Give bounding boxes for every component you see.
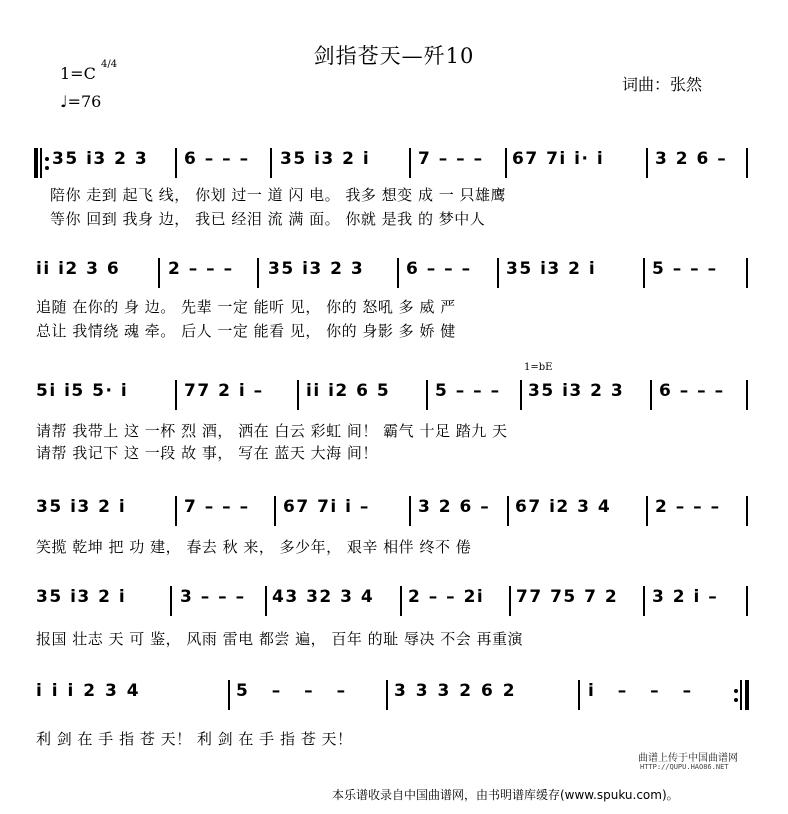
measure: 5i i5 5· i [36, 381, 129, 401]
barline [175, 496, 177, 526]
barline [170, 586, 172, 616]
lyricist-composer: 词曲：张然 [622, 75, 703, 94]
measure: 2 – – – [655, 497, 721, 517]
measure: 35 i3 2 i [36, 497, 127, 517]
repeat-dot [45, 166, 49, 170]
barline [175, 380, 177, 410]
lyric-line: 追随 在你的 身 边。 先辈 一定 能听 见， 你的 怒吼 多 威 严 [36, 298, 456, 316]
key-signature: 1=C [60, 64, 96, 83]
barline [257, 258, 259, 288]
barline [578, 680, 580, 710]
measure: 2 – – – [168, 259, 234, 279]
repeat-dot [734, 689, 738, 693]
lyric-line: 总让 我情绕 魂 牵。 后人 一定 能看 见， 你的 身影 多 娇 健 [36, 322, 456, 340]
lyric-line: 报国 壮志 天 可 鉴， 风雨 雷电 都尝 遍， 百年 的耻 辱决 不会 再重演 [36, 630, 523, 648]
measure: 3 3 3 2 6 2 [394, 681, 517, 701]
barline [507, 496, 509, 526]
measure: 77 2 i – [184, 381, 264, 401]
barline [175, 148, 177, 178]
barline [505, 148, 507, 178]
measure: 43 32 3 4 [272, 587, 375, 607]
measure: 67 7i i – [283, 497, 370, 517]
measure: ii i2 3 6 [36, 259, 121, 279]
barline [643, 258, 645, 288]
barline [228, 680, 230, 710]
repeat-dot [734, 698, 738, 702]
barline [400, 586, 402, 616]
measure: ii i2 6 5 [306, 381, 391, 401]
key-change-marking: 1=bE [524, 362, 553, 373]
barline [746, 258, 748, 288]
lyric-line: 等你 回到 我身 边， 我已 经泪 流 满 面。 你就 是我 的 梦中人 [50, 210, 486, 228]
measure: 3 – – – [180, 587, 246, 607]
measure: 5 – – – [236, 681, 355, 701]
measure: 7 – – – [418, 149, 484, 169]
site-watermark: 曲谱上传于中国曲谱网 [638, 753, 738, 764]
barline [274, 496, 276, 526]
barline [520, 380, 522, 410]
measure: 7 – – – [184, 497, 250, 517]
repeat-start-thin-barline [40, 148, 42, 178]
barline [746, 148, 748, 178]
measure: 3 2 i – [652, 587, 719, 607]
source-notice: 本乐谱收录自中国曲谱网，由书明谱库缓存(www.spuku.com)。 [332, 788, 679, 802]
measure: 6 – – – [406, 259, 472, 279]
tempo-marking: ♩=76 [60, 92, 102, 111]
barline [646, 148, 648, 178]
repeat-start-barline [34, 148, 38, 178]
measure: 77 75 7 2 [516, 587, 619, 607]
lyric-line: 请帮 我记下 这 一段 故 事， 写在 蓝天 大海 间！ [36, 444, 378, 462]
barline [650, 380, 652, 410]
measure: 5 – – – [435, 381, 501, 401]
measure: 67 i2 3 4 [515, 497, 612, 517]
measure: 35 i3 2 3 [52, 149, 149, 169]
measure: 35 i3 2 i [280, 149, 371, 169]
measure: 67 7i i· i [512, 149, 605, 169]
barline [297, 380, 299, 410]
barline [270, 148, 272, 178]
measure: 35 i3 2 3 [268, 259, 365, 279]
barline [426, 380, 428, 410]
measure: 3 2 6 – [418, 497, 491, 517]
measure: 6 – – – [184, 149, 250, 169]
barline [509, 586, 511, 616]
time-signature-value: 4/4 [101, 59, 118, 70]
barline [746, 380, 748, 410]
measure: 5 – – – [652, 259, 718, 279]
repeat-dot [45, 157, 49, 161]
measure: 2 – – 2i [408, 587, 485, 607]
measure: 35 i3 2 i [36, 587, 127, 607]
lyric-line: 笑揽 乾坤 把 功 建， 春去 秋 来， 多少年， 艰辛 相伴 终不 倦 [36, 538, 472, 556]
barline [397, 258, 399, 288]
barline [409, 496, 411, 526]
barline [746, 496, 748, 526]
measure: i i i 2 3 4 [36, 681, 141, 701]
time-signature [101, 60, 117, 70]
song-title: 剑指苍天—歼10 [313, 44, 475, 68]
barline [158, 258, 160, 288]
lyric-line: 陪你 走到 起飞 线， 你划 过一 道 闪 电。 我多 想变 成 一 只雄鹰 [50, 186, 506, 204]
barline [386, 680, 388, 710]
repeat-end-thin-barline [740, 680, 742, 710]
lyric-line: 请帮 我带上 这 一杯 烈 酒， 洒在 白云 彩虹 间！ 霸气 十足 踏九 天 [36, 422, 508, 440]
lyric-line: 利 剑 在 手 指 苍 天！ 利 剑 在 手 指 苍 天！ [36, 730, 353, 748]
measure: 6 – – – [659, 381, 725, 401]
barline [409, 148, 411, 178]
barline [646, 496, 648, 526]
measure: i – – – [588, 681, 701, 701]
measure: 35 i3 2 i [506, 259, 597, 279]
barline [497, 258, 499, 288]
measure: 3 2 6 – [655, 149, 728, 169]
barline thick [265, 586, 267, 616]
measure: 35 i3 2 3 [528, 381, 625, 401]
barline [746, 586, 748, 616]
site-watermark-url: HTTP://QUPU.HAO86.NET [640, 763, 729, 771]
repeat-end-barline [745, 680, 749, 710]
barline [643, 586, 645, 616]
